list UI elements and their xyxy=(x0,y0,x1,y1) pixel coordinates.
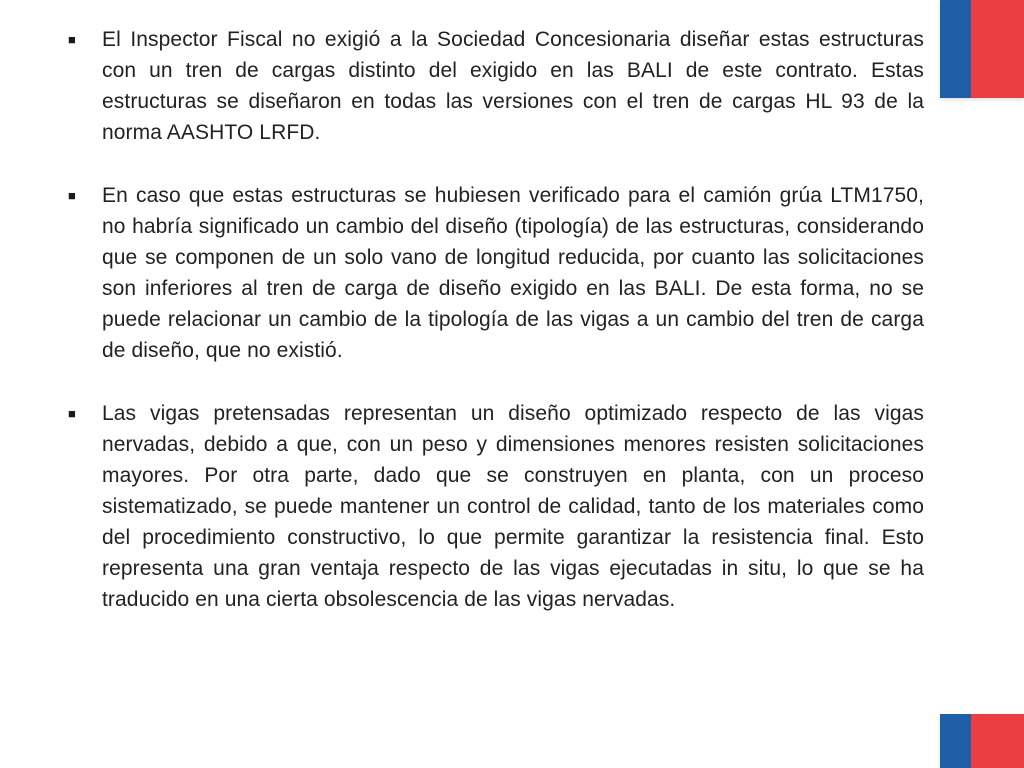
bullet-text-2: En caso que estas estructuras se hubiesen verificado para el camión grúa LTM1750, no habría significado un cambio del diseño (tipología) de las estructuras, considerando que se componen de un solo vano de longitud reducida, por cuanto las solicitaciones son inferiores al tren de carga de diseño exigido en las BALI. De esta forma, no se puede relacionar un cambio de la tipología de las vigas a un cambio del tren de carga de diseño, que no existió. xyxy=(102,184,924,362)
flag-red-stripe xyxy=(971,714,1024,768)
bullet-item-3 xyxy=(66,398,924,615)
bullet-item-2 xyxy=(66,180,924,366)
square-bullet-icon: ■ xyxy=(68,188,76,203)
square-bullet-icon: ■ xyxy=(68,406,76,421)
bullet-text-3: Las vigas pretensadas representan un diseño optimizado respecto de las vigas nervadas, debido a que, con un peso y dimensiones menores resisten solicitaciones mayores. Por otra parte, dado que se construyen en planta, con un proceso sistematizado, se puede mantener un control de calidad, tanto de los materiales como del procedimiento constructivo, lo que permite garantizar la resistencia final. Esto representa una gran ventaja respecto de las vigas ejecutadas in situ, lo que se ha traducido en una cierta obsolescencia de las vigas nervadas. xyxy=(102,402,924,611)
bullet-text-1: El Inspector Fiscal no exigió a la Sociedad Concesionaria diseñar estas estructuras con un tren de cargas distinto del exigido en las BALI de este contrato. Estas estructuras se diseñaron en todas las versiones con el tren de cargas HL 93 de la norma AASHTO LRFD. xyxy=(102,28,924,144)
flag-blue-stripe xyxy=(940,0,971,98)
bullet-item-1 xyxy=(66,24,924,148)
flag-decoration-top xyxy=(940,0,1024,98)
bullet-list xyxy=(66,24,924,647)
square-bullet-icon: ■ xyxy=(68,32,76,47)
flag-blue-stripe xyxy=(940,714,971,768)
flag-red-stripe xyxy=(971,0,1024,98)
flag-decoration-bottom xyxy=(940,714,1024,768)
